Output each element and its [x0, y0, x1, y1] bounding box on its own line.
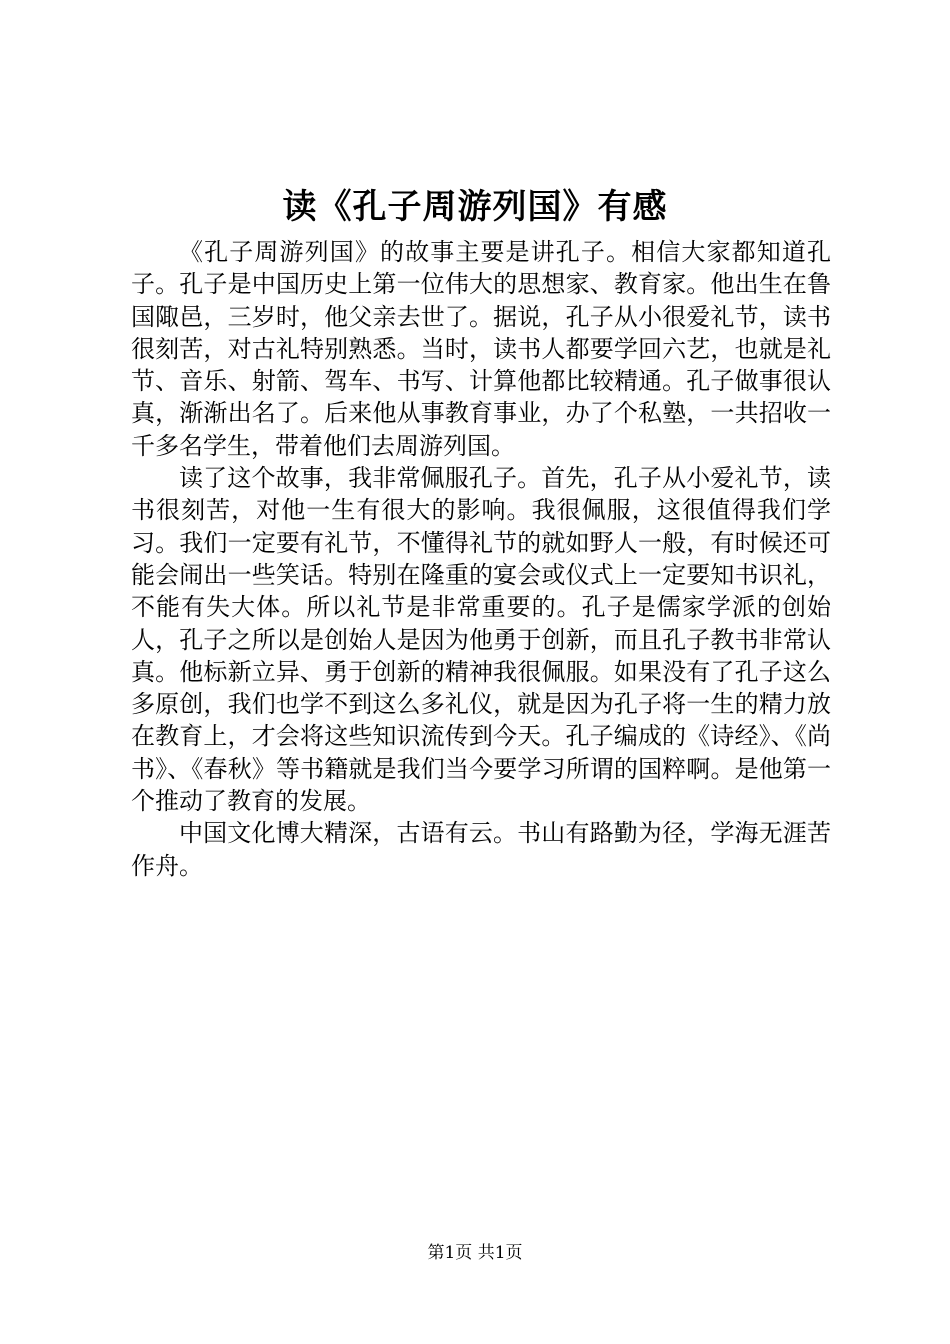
page-footer: 第1页 共1页 — [427, 1243, 523, 1263]
paragraph-1: 《孔子周游列国》的故事主要是讲孔子。相信大家都知道孔子。孔子是中国历史上第一位伟大的思想家、教育家。他出生在鲁国陬邑，三岁时，他父亲去世了。据说，孔子从小很爱礼节，读书很刻苦，对古礼特别熟悉。当时，读书人都要学回六艺，也就是礼节、音乐、射箭、驾车、书写、计算他都比较精通。孔子做事很认真，渐渐出名了。后来他从事教育事业，办了个私塾，一共招收一千多名学生，带着他们去周游列国。 — [131, 238, 831, 460]
paragraph-2: 读了这个故事，我非常佩服孔子。首先，孔子从小爱礼节，读书很刻苦，对他一生有很大的影响。我很佩服，这很值得我们学习。我们一定要有礼节，不懂得礼节的就如野人一般，有时候还可能会闹出一些笑话。特别在隆重的宴会或仪式上一定要知书识礼，不能有失大体。所以礼节是非常重要的。孔子是儒家学派的创始人，孔子之所以是创始人是因为他勇于创新，而且孔子教书非常认真。他标新立异、勇于创新的精神我很佩服。如果没有了孔子这么多原创，我们也学不到这么多礼仪，就是因为孔子将一生的精力放在教育上，才会将这些知识流传到今天。孔子编成的《诗经》、《尚书》、《春秋》等书籍就是我们当今要学习所谓的国粹啊。是他第一个推动了教育的发展。 — [131, 464, 831, 816]
paragraph-3: 中国文化博大精深，古语有云。书山有路勤为径，学海无涯苦作舟。 — [131, 819, 831, 880]
document-title: 读《孔子周游列国》有感 — [282, 187, 668, 227]
document-body — [131, 236, 831, 882]
